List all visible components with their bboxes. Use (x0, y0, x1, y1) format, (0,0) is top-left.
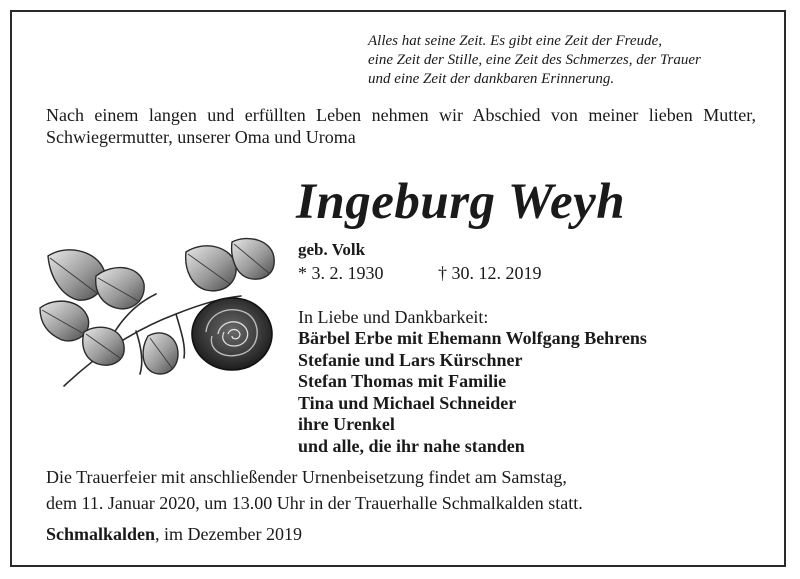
death-date: † 30. 12. 2019 (438, 263, 542, 283)
birth-date: * 3. 2. 1930 (298, 263, 384, 283)
service-info (46, 464, 583, 516)
quote-line: und eine Zeit der dankbaren Erinnerung. (368, 71, 615, 87)
signoff-date: , im Dezember 2019 (155, 524, 302, 544)
signoff-place: Schmalkalden (46, 524, 156, 544)
thanks-line: In Liebe und Dankbarkeit: (298, 307, 489, 327)
mourner-entry: ihre Urenkel (298, 414, 395, 434)
mourners-list (298, 328, 647, 457)
signoff (46, 523, 302, 545)
mourner-entry: und alle, die ihr nahe standen (298, 435, 525, 456)
rose-icon (36, 236, 286, 396)
mourner-entry: Stefan Thomas mit Familie (298, 371, 507, 391)
life-dates (298, 262, 542, 284)
deceased-name: Ingeburg Weyh (296, 174, 626, 230)
mourner-entry: Tina und Michael Schneider (298, 392, 517, 413)
mourner-entry: Bärbel Erbe mit Ehemann Wolfgang Behrens (298, 328, 647, 348)
service-line: dem 11. Januar 2020, um 13.00 Uhr in der Trauerhalle Schmalkalden statt. (46, 493, 583, 513)
intro-text: Nach einem langen und erfüllten Leben nehmen wir Abschied von meiner lieben Mutter, Schwiegermutter, unserer Oma und Uroma (46, 105, 756, 147)
birth-name: geb. Volk (298, 240, 366, 259)
opening-quote (368, 32, 768, 89)
quote-line: Alles hat seine Zeit. Es gibt eine Zeit der Freude, (368, 33, 662, 49)
mourner-entry: Stefanie und Lars Kürschner (298, 349, 523, 370)
service-line: Die Trauerfeier mit anschließender Urnenbeisetzung findet am Samstag, (46, 467, 567, 487)
quote-line: eine Zeit der Stille, eine Zeit des Schmerzes, der Trauer (368, 52, 701, 68)
